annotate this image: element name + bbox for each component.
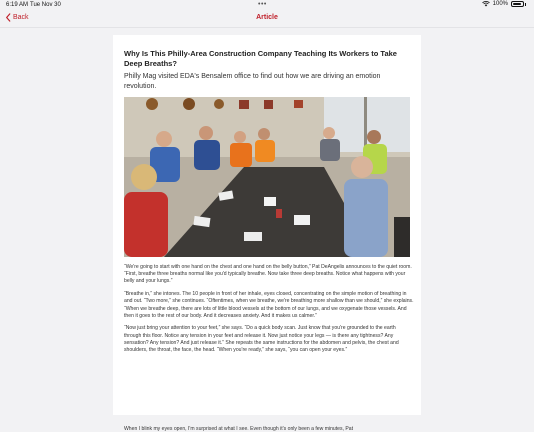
article-card (113, 35, 421, 432)
article-photo (124, 97, 410, 257)
page-title: Article (256, 14, 278, 21)
battery-percent: 100% (492, 1, 508, 7)
wifi-icon (482, 1, 490, 7)
article-subhead: Philly Mag visited EDA's Bensalem office to find out how we are driving an emotion revolution. (124, 73, 381, 90)
status-time: 6:19 AM (6, 2, 29, 8)
article-paragraph-partial: When I blink my eyes open, I'm surprised at what I see. Even though it's only been a few minutes, Pat (124, 426, 354, 432)
status-bar (0, 0, 534, 10)
meeting-room-photo (124, 97, 410, 257)
status-date: Tue Nov 30 (30, 2, 61, 8)
article-paragraph: “We're going to start with one hand on the chest and one hand on the belly button,” Pat DeAngelis announces to the quiet room. “First, breathe three breaths normal like you'd typically breathe. Now take three deep breaths. Notice what happens with your belly and your lungs.” (124, 264, 412, 285)
more-dots-icon[interactable]: ••• (258, 1, 267, 8)
battery-nub (525, 3, 526, 6)
article-headline: Why Is This Philly-Area Construction Company Teaching Its Workers to Take Deep Breaths? (124, 49, 397, 68)
article-body (124, 264, 414, 360)
status-indicators (482, 1, 526, 7)
navigation-bar (0, 10, 534, 28)
battery-icon (511, 1, 524, 7)
back-label: Back (13, 14, 29, 21)
article-paragraph: “Breathe in,” she intones. The 10 people in front of her inhale, eyes closed, concentrating on the simple motion of breathing in and out. “Two more,” she continues. “Oftentimes, when we breathe, we're breathing more shallow than we should,” she explains. “When we breathe deep, there are lots of little blood vessels at the bottom of our lungs, and we oxygenate those vessels. And then it goes to the rest of our body. And it decreases anxiety. And it makes us calmer.” (124, 291, 414, 319)
article-paragraph: “Now just bring your attention to your feet,” she says. “Do a quick body scan. Just know that you're grounded to the earth through this floor. Notice any tension in your feet and release it. Now just notice your legs — is there any tightness? Any sensation? Any tension? And just release it.” She repeats the same instructions for the abdomen and pelvis, the chest and shoulders, the throat, the face, the head. “When you're ready,” she says, “you can open your eyes.” (124, 325, 399, 354)
